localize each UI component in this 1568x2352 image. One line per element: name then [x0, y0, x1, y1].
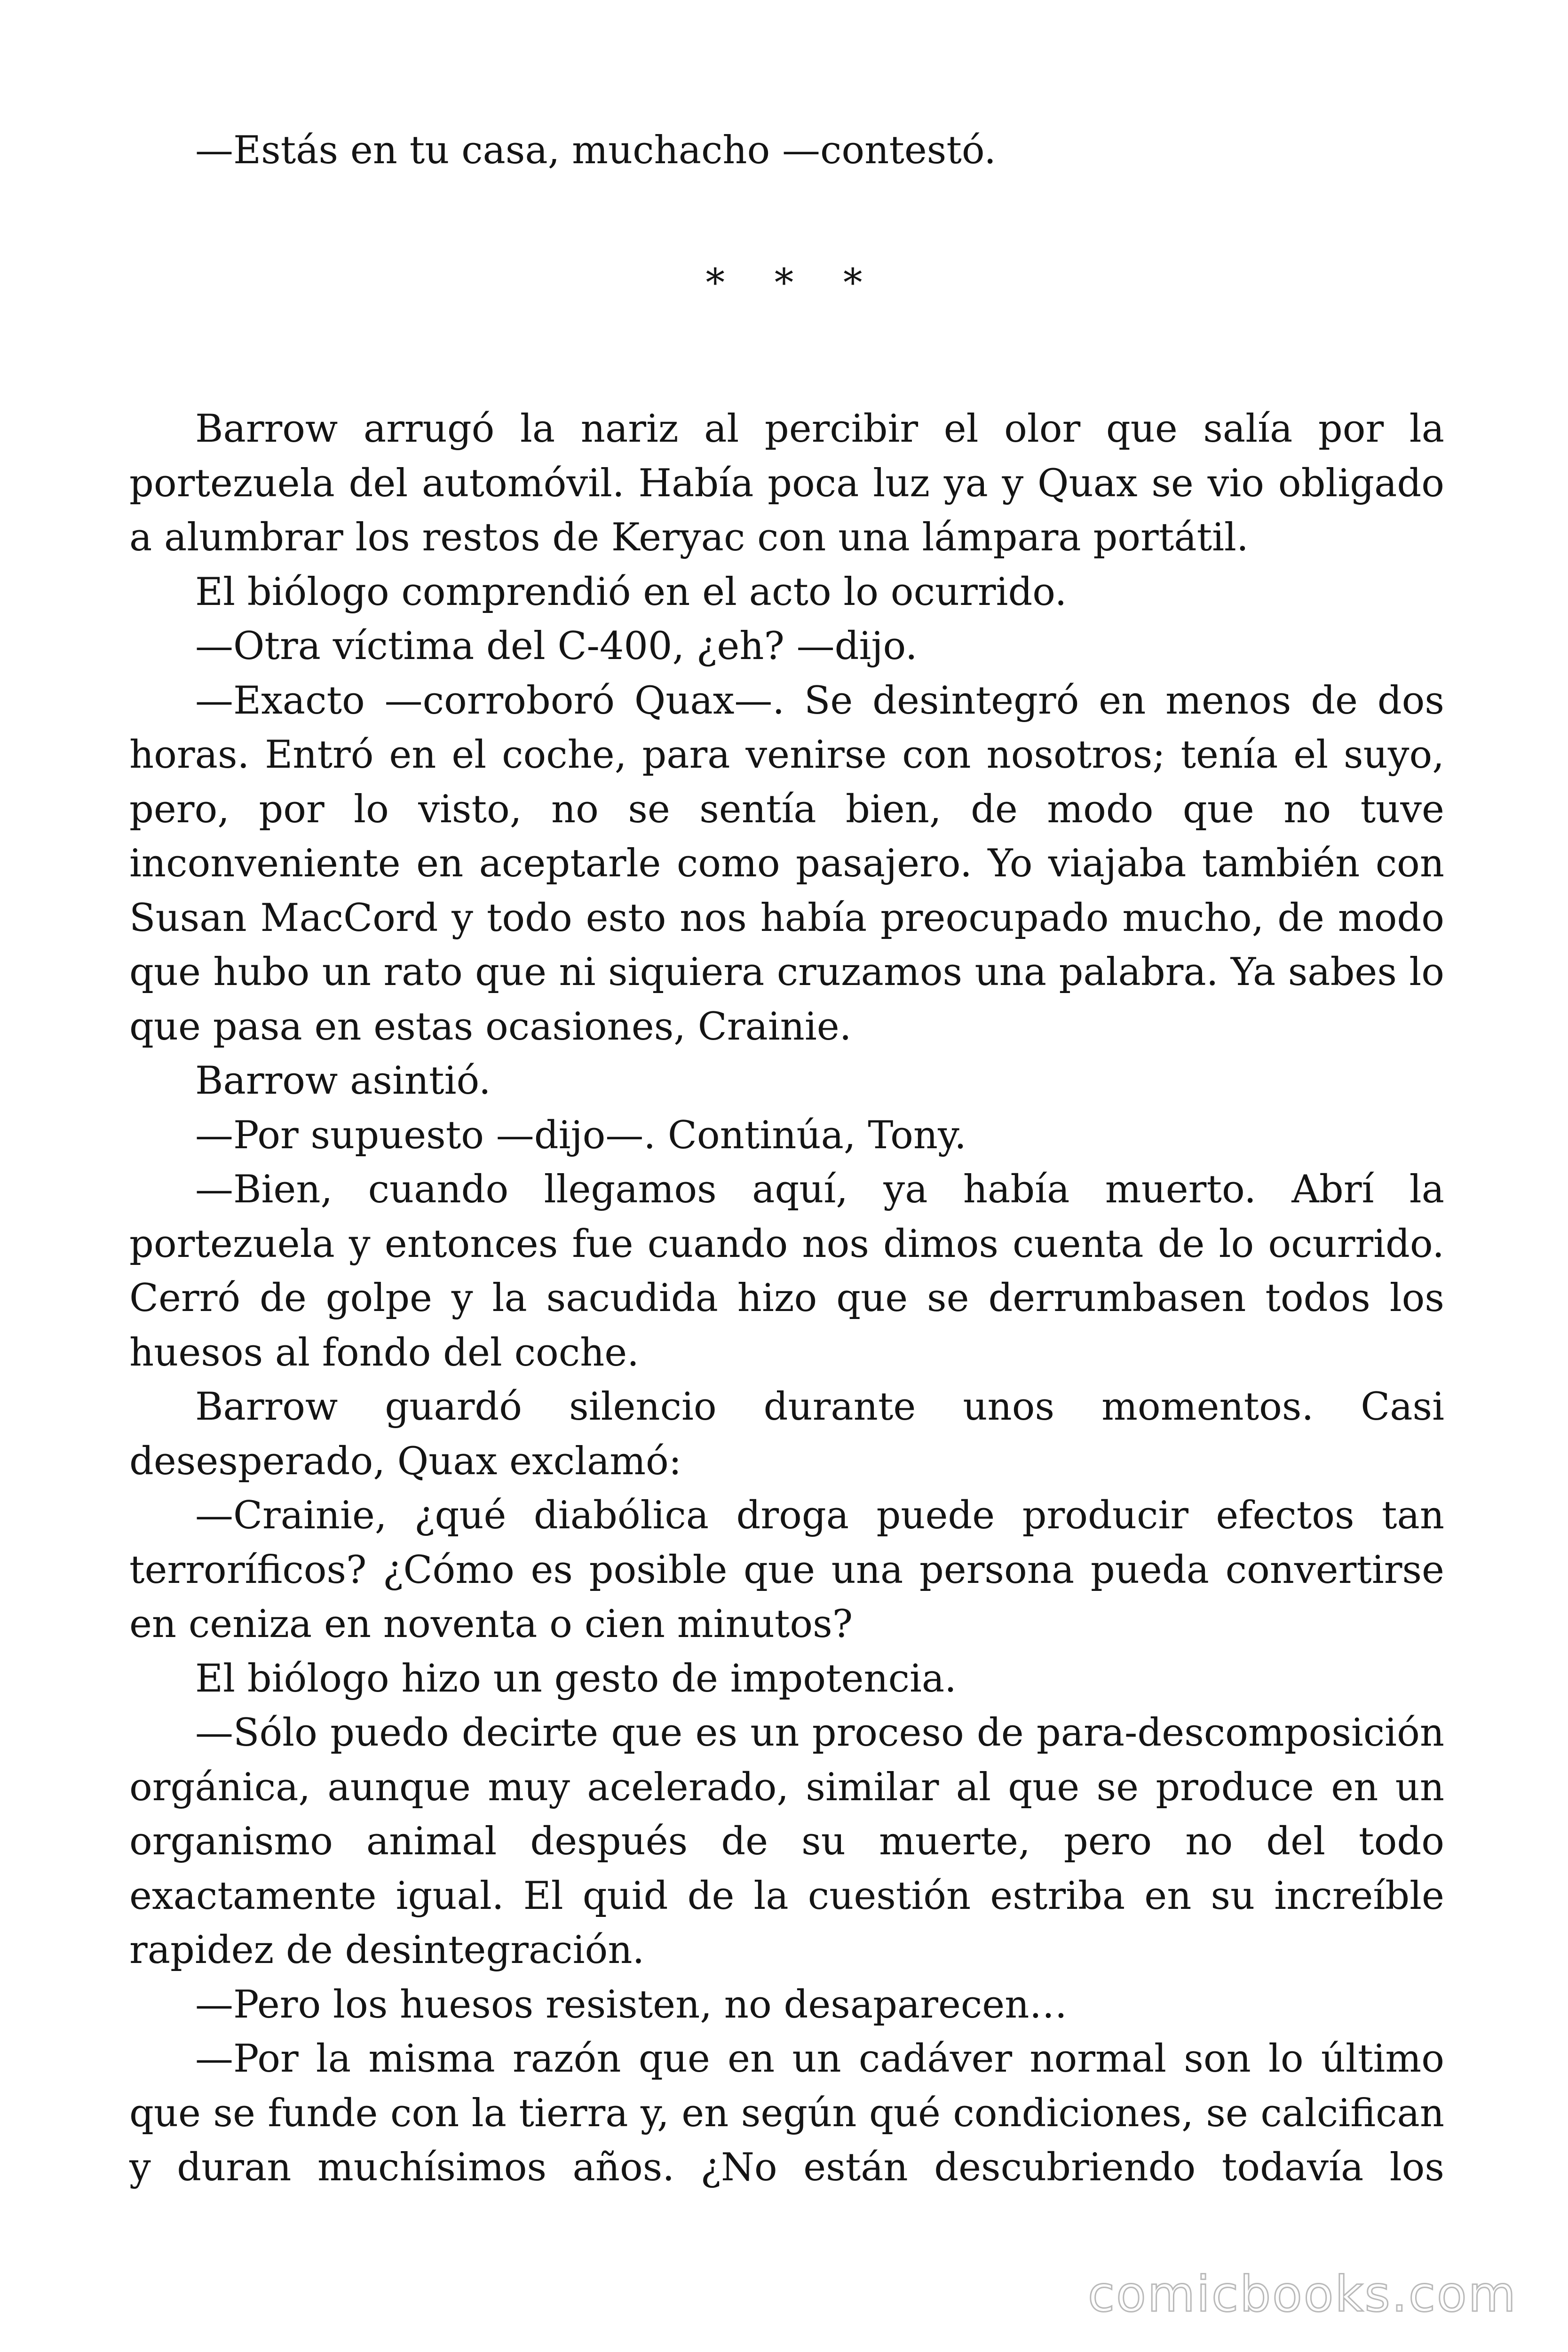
paragraph: —Bien, cuando llegamos aquí, ya había muerto. Abrí la portezuela y entonces fue cuando nos dimos cuenta de lo ocurrido. Cerró de golpe y la sacudida hizo que se derrumbasen todos los huesos al fondo del coche.: [129, 1168, 1444, 1375]
opening-text-block: [129, 124, 1444, 178]
paragraph: —Otra víctima del C-400, ¿eh? —dijo.: [195, 624, 918, 668]
site-watermark: comicbooks.com: [1087, 2265, 1517, 2323]
paragraph: —Exacto —corroboró Quax—. Se desintegró en menos de dos horas. Entró en el coche, para venirse con nosotros; tenía el suyo, pero, por lo visto, no se sentía bien, de modo que no tuve inconveniente en aceptarle como pasajero. Yo viajaba también con Susan MacCord y todo esto nos había preocupado mucho, de modo que hubo un rato que ni siquiera cruzamos una palabra. Ya sabes lo que pasa en estas ocasiones, Crainie.: [129, 678, 1444, 1049]
paragraph: —Por supuesto —dijo—. Continúa, Tony.: [195, 1113, 966, 1158]
section-separator: * * *: [705, 261, 881, 305]
paragraph: Barrow guardó silencio durante unos momentos. Casi desesperado, Quax exclamó:: [129, 1385, 1444, 1484]
paragraph: El biólogo comprendió en el acto lo ocurrido.: [195, 570, 1067, 614]
paragraph: Barrow arrugó la nariz al percibir el olor que salía por la portezuela del automóvil. Había poca luz ya y Quax se vio obligado a alumbrar los restos de Keryac con una lámpara portátil.: [129, 407, 1444, 560]
paragraph: El biólogo hizo un gesto de impotencia.: [195, 1656, 957, 1701]
body-text-block: [129, 402, 1444, 2195]
paragraph: —Estás en tu casa, muchacho —contestó.: [195, 128, 997, 173]
paragraph: —Por la misma razón que en un cadáver normal son lo último que se funde con la tierra y, en según qué condiciones, se calcifican y duran muchísimos años. ¿No están descubriendo todavía los: [129, 2037, 1444, 2190]
paragraph: —Pero los huesos resisten, no desaparecen…: [195, 1982, 1068, 2027]
paragraph: —Sólo puedo decirte que es un proceso de para-descomposición orgánica, aunque muy acelerado, similar al que se produce en un organismo animal después de su muerte, pero no del todo exactamente igual. El quid de la cuestión estriba en su increíble rapidez de desintegración.: [129, 1711, 1444, 1972]
paragraph: —Crainie, ¿qué diabólica droga puede producir efectos tan terroríficos? ¿Cómo es posible que una persona pueda convertirse en ceniza en noventa o cien minutos?: [129, 1494, 1444, 1646]
paragraph: Barrow asintió.: [195, 1059, 491, 1103]
